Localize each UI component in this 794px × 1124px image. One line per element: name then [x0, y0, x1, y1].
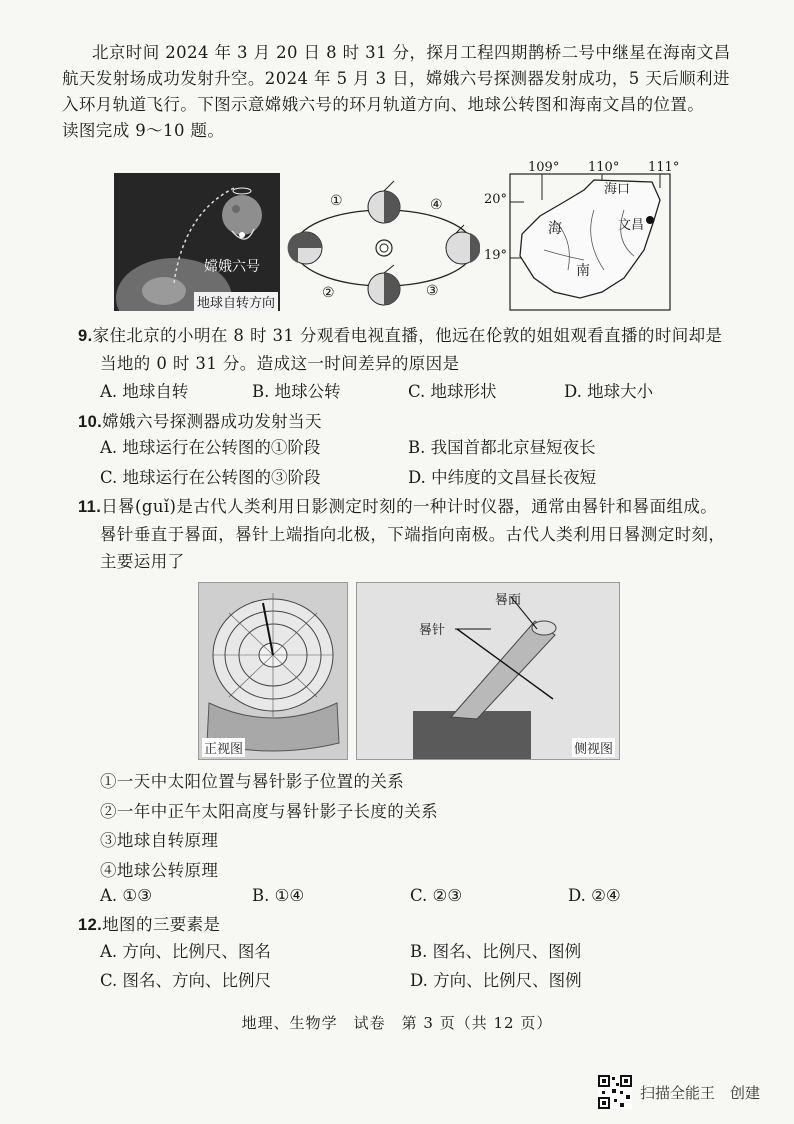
intro-line-4: 读图完成 9～10 题。 — [62, 121, 225, 140]
q12-option-d[interactable]: D. 方向、比例尺、图例 — [410, 971, 582, 990]
face-label: 晷面 — [495, 593, 522, 608]
q11-option-b[interactable]: B. ①④ — [252, 886, 305, 905]
q9-option-b[interactable]: B. 地球公转 — [252, 382, 341, 401]
qr-code-icon — [598, 1075, 632, 1109]
q10-option-a[interactable]: A. 地球运行在公转图的①阶段 — [100, 438, 321, 457]
hainan-map-svg — [484, 160, 684, 312]
intro-line-3: 入环月轨道飞行。下图示意嫦娥六号的环月轨道方向、地球公转图和海南文昌的位置。 — [62, 95, 705, 114]
q11-option-a[interactable]: A. ①③ — [100, 886, 152, 905]
q11-text-line3: 主要运用了 — [100, 552, 185, 571]
q11-option-d[interactable]: D. ②④ — [568, 886, 621, 905]
scanner-watermark — [598, 1074, 760, 1110]
hai-label: 海 — [548, 221, 562, 237]
q12-option-a[interactable]: A. 方向、比例尺、图名 — [100, 942, 271, 961]
q9-options — [100, 380, 740, 404]
sundial-side-view — [356, 582, 620, 760]
intro-paragraph — [62, 40, 732, 144]
q10-option-d[interactable]: D. 中纬度的文昌昼长夜短 — [408, 468, 597, 487]
nan-label: 南 — [576, 263, 590, 279]
haikou-label: 海口 — [604, 182, 631, 197]
hainan-map — [484, 160, 684, 312]
q12-options — [100, 940, 740, 1000]
q9-number: 9. — [78, 327, 93, 345]
intro-line-2: 航天发射场成功发射升空。2024 年 5 月 3 日，嫦娥六号探测器发射成功，5 天后顺利进 — [62, 69, 730, 88]
q12-option-b[interactable]: B. 图名、比例尺、图例 — [410, 942, 582, 961]
q11-options — [100, 884, 740, 908]
q12-option-c[interactable]: C. 图名、方向、比例尺 — [100, 971, 272, 990]
position-2-label: ② — [322, 285, 335, 301]
lon-111-label: 111° — [648, 160, 680, 175]
question-11 — [78, 493, 738, 575]
needle-label: 晷针 — [419, 623, 446, 638]
q11-statement-3: ③地球自转原理 — [100, 831, 219, 850]
q9-option-d[interactable]: D. 地球大小 — [564, 382, 654, 401]
q9-option-a[interactable]: A. 地球自转 — [100, 382, 189, 401]
q12-text: 地图的三要素是 — [102, 915, 221, 934]
position-4-label: ④ — [430, 197, 443, 213]
revolution-svg — [284, 173, 480, 313]
sundial-front-svg — [199, 583, 347, 759]
q11-statement-1: ①一天中太阳位置与晷针影子位置的关系 — [100, 772, 405, 791]
lat-19-label: 19° — [484, 248, 508, 263]
q11-option-c[interactable]: C. ②③ — [410, 886, 463, 905]
q11-text-line1: 日晷(guǐ)是古代人类利用日影测定时刻的一种计时仪器，通常由晷针和晷面组成。 — [101, 497, 718, 516]
question-12 — [78, 911, 738, 939]
sundial-side-svg — [357, 583, 619, 759]
orbit-photo-illustration — [114, 173, 280, 311]
wenchang-label: 文昌 — [618, 218, 645, 233]
q11-statement-2: ②一年中正午太阳高度与晷针影子长度的关系 — [100, 801, 438, 821]
q12-number: 12. — [78, 916, 103, 934]
q11-text-line2: 晷针垂直于晷面，晷针上端指向北极，下端指向南极。古代人类利用日晷测定时刻， — [100, 525, 726, 544]
q10-number: 10. — [78, 413, 103, 431]
position-1-label: ① — [330, 193, 343, 209]
q11-statement-4: ④地球公转原理 — [100, 860, 219, 880]
earth-revolution-diagram — [284, 173, 480, 313]
question-9 — [78, 322, 738, 377]
intro-line-1: 北京时间 2024 年 3 月 20 日 8 时 31 分，探月工程四期鹊桥二号中继星在海南文昌 — [92, 43, 731, 62]
q9-text-line2: 当地的 0 时 31 分。造成这一时间差异的原因是 — [100, 354, 460, 373]
page-footer: 地理、生物学 试卷 第 3 页（共 12 页） — [241, 1014, 553, 1032]
lon-109-label: 109° — [528, 160, 560, 175]
watermark-text: 扫描全能王 创建 — [640, 1084, 761, 1102]
position-3-label: ③ — [426, 283, 439, 299]
q9-option-c[interactable]: C. 地球形状 — [408, 382, 497, 401]
probe-label: 嫦娥六号 — [204, 259, 260, 275]
q10-text: 嫦娥六号探测器成功发射当天 — [102, 412, 322, 431]
front-view-label: 正视图 — [202, 738, 245, 757]
rotation-direction-label: 地球自转方向 — [194, 292, 278, 311]
q10-options — [100, 436, 740, 496]
q11-statements — [100, 767, 740, 885]
question-10 — [78, 408, 738, 436]
q9-text-line1: 家住北京的小明在 8 时 31 分观看电视直播，他远在伦敦的姐姐观看直播的时间却是 — [92, 326, 723, 345]
q11-number: 11. — [78, 498, 102, 516]
side-view-label: 侧视图 — [572, 738, 615, 757]
lat-20-label: 20° — [484, 192, 508, 207]
lon-110-label: 110° — [588, 160, 620, 175]
sundial-front-view — [198, 582, 348, 760]
q10-option-b[interactable]: B. 我国首都北京昼短夜长 — [408, 438, 596, 457]
change6-orbit-photo — [114, 173, 280, 311]
q10-option-c[interactable]: C. 地球运行在公转图的③阶段 — [100, 468, 321, 487]
